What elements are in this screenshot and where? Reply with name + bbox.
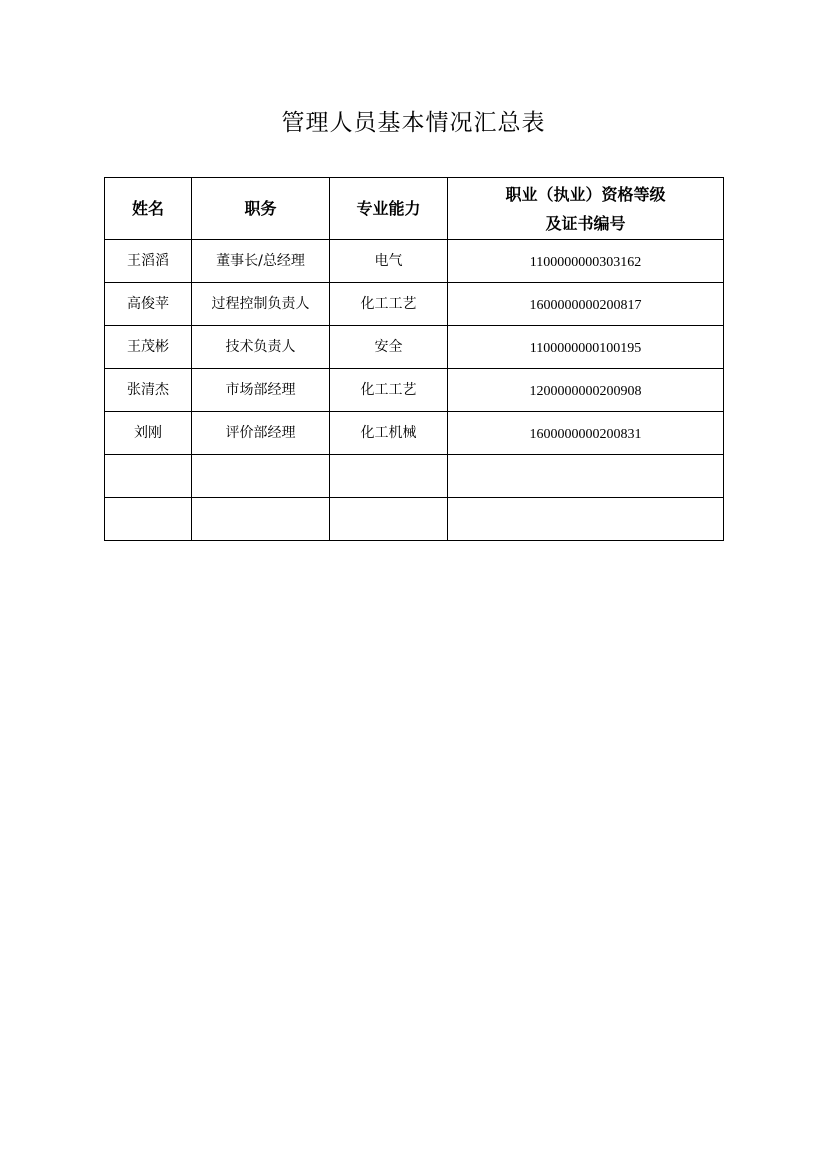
table-row — [105, 369, 724, 412]
header-certificate — [448, 178, 724, 240]
cell-name: 张清杰 — [105, 369, 192, 412]
page-title: 管理人员基本情况汇总表 — [281, 110, 546, 136]
table-row — [105, 412, 724, 455]
cell-position: 董事长/总经理 — [192, 240, 330, 283]
cell-position — [192, 498, 330, 541]
table-row — [105, 326, 724, 369]
cell-name — [105, 455, 192, 498]
cell-name: 刘刚 — [105, 412, 192, 455]
cell-certificate: 1600000000200831 — [448, 412, 724, 455]
cell-skill: 安全 — [330, 326, 448, 369]
table-header-row — [105, 178, 724, 240]
cell-skill: 电气 — [330, 240, 448, 283]
cell-name: 王茂彬 — [105, 326, 192, 369]
table-row — [105, 240, 724, 283]
cell-certificate: 1200000000200908 — [448, 369, 724, 412]
header-certificate-line1: 职业（执业）资格等级 — [505, 184, 666, 204]
cell-position — [192, 455, 330, 498]
summary-table — [104, 177, 724, 541]
cell-certificate: 1600000000200817 — [448, 283, 724, 326]
cell-position: 技术负责人 — [192, 326, 330, 369]
cell-certificate — [448, 455, 724, 498]
cell-name — [105, 498, 192, 541]
cell-certificate: 1100000000303162 — [448, 240, 724, 283]
header-certificate-line2: 及证书编号 — [545, 213, 626, 233]
cell-skill — [330, 455, 448, 498]
cell-position: 过程控制负责人 — [192, 283, 330, 326]
cell-position: 评价部经理 — [192, 412, 330, 455]
cell-position: 市场部经理 — [192, 369, 330, 412]
cell-certificate: 1100000000100195 — [448, 326, 724, 369]
cell-skill — [330, 498, 448, 541]
header-name: 姓名 — [105, 178, 192, 240]
table-row-empty — [105, 455, 724, 498]
table-row — [105, 283, 724, 326]
cell-name: 王滔滔 — [105, 240, 192, 283]
table-row-empty — [105, 498, 724, 541]
cell-skill: 化工机械 — [330, 412, 448, 455]
cell-certificate — [448, 498, 724, 541]
header-position: 职务 — [192, 178, 330, 240]
cell-name: 高俊苹 — [105, 283, 192, 326]
cell-skill: 化工工艺 — [330, 369, 448, 412]
header-skill: 专业能力 — [330, 178, 448, 240]
cell-skill: 化工工艺 — [330, 283, 448, 326]
